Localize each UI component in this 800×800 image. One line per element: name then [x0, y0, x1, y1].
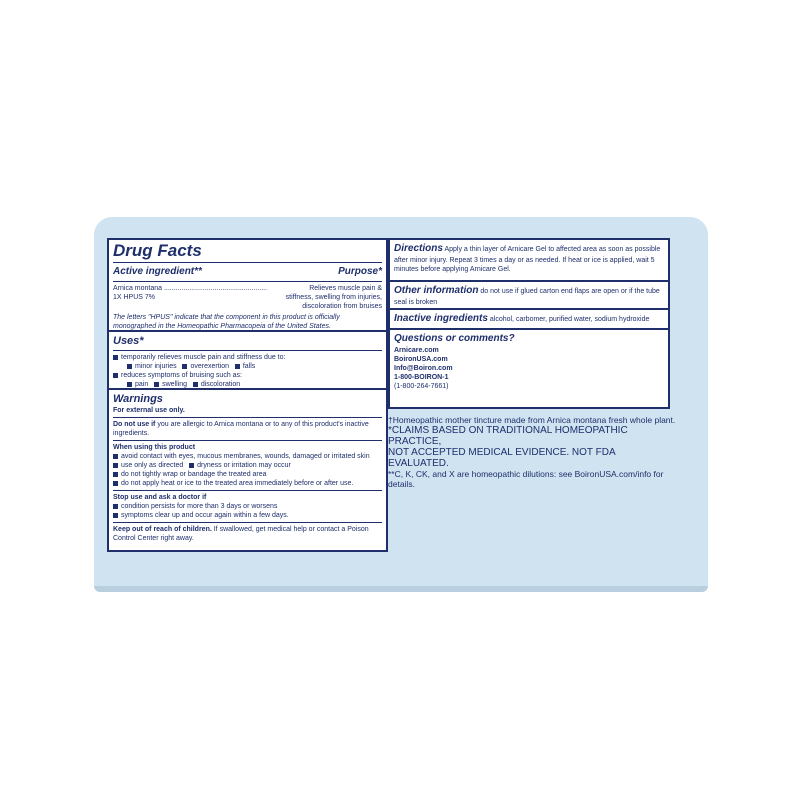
divider — [113, 281, 382, 282]
when-using-heading: When using this product — [113, 444, 196, 451]
contact-website-boiron: BoironUSA.com — [394, 356, 448, 363]
purpose-line-3: discoloration from bruises — [302, 303, 382, 310]
drug-facts-header-section — [109, 240, 386, 332]
bullet-icon — [182, 364, 187, 369]
warnings-title: Warnings — [113, 393, 163, 405]
drug-facts-right-panel — [388, 238, 670, 409]
active-ingredient-strength: 1X HPUS 7% — [113, 294, 156, 301]
carton-bottom-edge — [94, 586, 708, 592]
do-not-use-text: Do not use if you are allergic to Arnica montana or to any of this product's inactive ingredients. — [113, 421, 369, 437]
uses-subitems-1: minor injuries overexertion falls — [113, 362, 382, 371]
hpus-note: The letters "HPUS" indicate that the component in this product is officially monographed in the Homeopathic Pharmacopeia of the United States. — [113, 314, 340, 330]
uses-item-1: temporarily relieves muscle pain and stiffness due to: — [113, 353, 382, 362]
bullet-icon — [193, 382, 198, 387]
divider — [113, 417, 382, 418]
inactive-ingredients-title: Inactive ingredients — [394, 313, 488, 324]
contact-website-arnicare: Arnicare.com — [394, 347, 439, 354]
purpose-heading: Purpose* — [338, 266, 382, 277]
active-line-1 — [113, 284, 382, 293]
divider — [113, 262, 382, 263]
inactive-ingredients-section — [390, 310, 668, 330]
active-ingredient-heading: Active ingredient** — [113, 266, 202, 277]
other-information-section — [390, 282, 668, 310]
directions-text: Directions Apply a thin layer of Arnicare Gel to affected area as soon as possible after minor injury. Repeat 3 times a day or as needed. If heat or ice is applied, wait 5 minutes before applying Arnicare Gel. — [394, 243, 661, 273]
divider — [113, 350, 382, 351]
external-use-text: For external use only. — [113, 407, 185, 414]
keep-out-text: Keep out of reach of children. If swallowed, get medical help or contact a Poison Control Center right away. — [113, 526, 369, 542]
bullet-icon — [113, 504, 118, 509]
bullet-icon — [113, 463, 118, 468]
divider — [113, 440, 382, 441]
stop-item: condition persists for more than 3 days or worsens — [113, 502, 382, 511]
questions-title: Questions or comments? — [394, 333, 515, 344]
claims-line-1: *CLAIMS BASED ON TRADITIONAL HOMEOPATHIC PRACTICE, — [388, 425, 628, 447]
other-information-title: Other information — [394, 285, 479, 296]
bullet-icon — [235, 364, 240, 369]
stop-use-heading: Stop use and ask a doctor if — [113, 494, 207, 501]
claims-line-2: NOT ACCEPTED MEDICAL EVIDENCE. NOT FDA EVALUATED. — [388, 447, 616, 469]
active-ingredient-name: Arnica montana ..................................................... — [113, 285, 268, 292]
drug-facts-left-panel — [107, 238, 388, 552]
other-information-text: Other information do not use if glued carton end flaps are open or if the tube seal is broken — [394, 285, 660, 306]
bullet-icon — [154, 382, 159, 387]
drug-facts-title: Drug Facts — [113, 241, 202, 260]
footnotes — [388, 415, 678, 489]
bullet-icon — [127, 364, 132, 369]
directions-title: Directions — [394, 243, 443, 254]
when-item: use only as directed dryness or irritation may occur — [113, 461, 382, 470]
divider — [113, 522, 382, 523]
uses-section — [109, 332, 386, 390]
purpose-line-2: stiffness, swelling from injuries, — [285, 294, 382, 301]
when-item: do not apply heat or ice to the treated area immediately before or after use. — [113, 479, 382, 488]
when-item: avoid contact with eyes, mucous membranes, wounds, damaged or irritated skin — [113, 452, 382, 461]
directions-section — [390, 240, 668, 282]
uses-subitems-2: pain swelling discoloration — [113, 380, 382, 389]
uses-item-2: reduces symptoms of bruising such as: — [113, 371, 382, 380]
dilutions-footnote: **C, K, CK, and X are homeopathic dilutions: see BoironUSA.com/info for details. — [388, 469, 664, 489]
contact-phone-number: (1-800-264-7661) — [394, 383, 449, 390]
purpose-line-1: Relieves muscle pain & — [309, 285, 382, 292]
bullet-icon — [113, 481, 118, 486]
homeopathic-footnote: †Homeopathic mother tincture made from Arnica montana fresh whole plant. — [388, 415, 676, 425]
active-purpose-row — [113, 265, 382, 279]
active-line-3 — [113, 302, 382, 311]
questions-section — [390, 330, 668, 407]
warnings-section — [109, 390, 386, 550]
contact-email: Info@Boiron.com — [394, 365, 453, 372]
bullet-icon — [113, 513, 118, 518]
bullet-icon — [127, 382, 132, 387]
when-item: do not tightly wrap or bandage the treated area — [113, 470, 382, 479]
stop-item: symptoms clear up and occur again within a few days. — [113, 511, 382, 520]
inactive-ingredients-text: Inactive ingredients alcohol, carbomer, purified water, sodium hydroxide — [394, 313, 650, 324]
active-line-2 — [113, 293, 382, 302]
contact-phone-vanity: 1-800-BOIRON-1 — [394, 374, 449, 381]
divider — [113, 490, 382, 491]
uses-title: Uses* — [113, 335, 144, 347]
bullet-icon — [113, 454, 118, 459]
bullet-icon — [113, 355, 118, 360]
bullet-icon — [113, 373, 118, 378]
bullet-icon — [113, 472, 118, 477]
bullet-icon — [189, 463, 194, 468]
